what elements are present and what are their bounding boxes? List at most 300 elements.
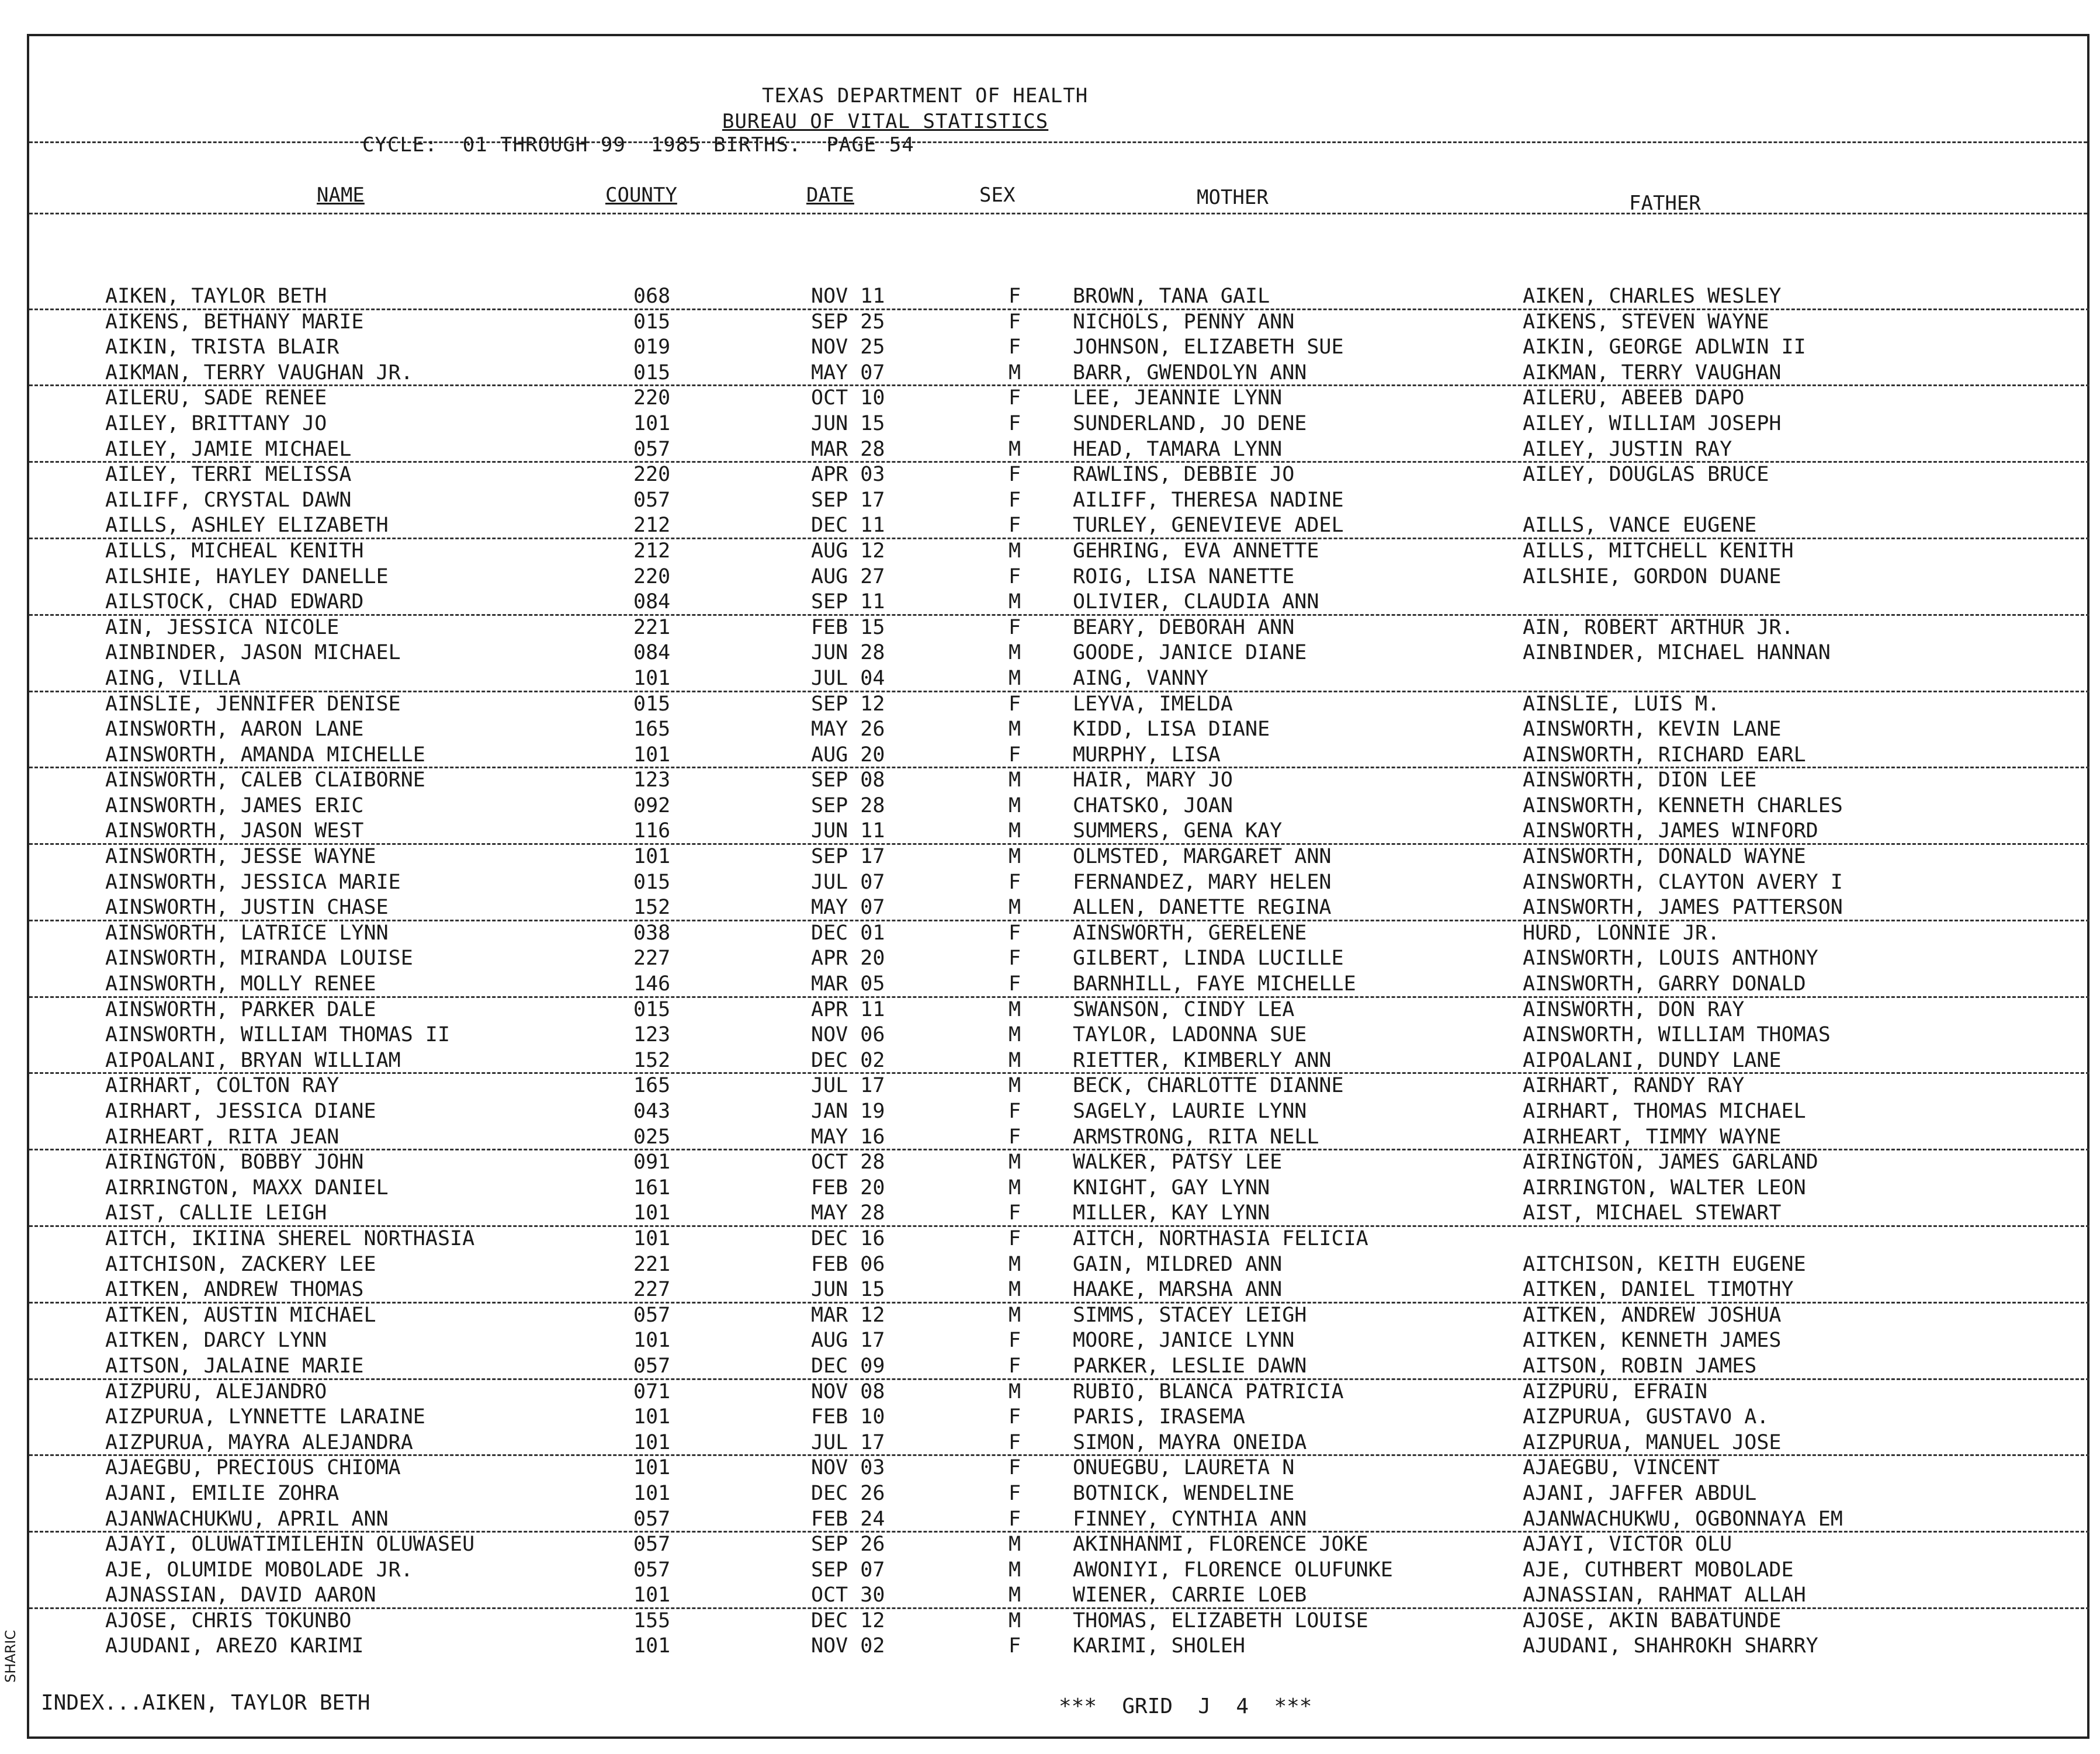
- column-header-mother-label: MOTHER: [1197, 186, 1269, 209]
- cell-father: AINSWORTH, KENNETH CHARLES: [1523, 793, 1843, 817]
- cell-sex: M: [1009, 539, 1021, 563]
- cell-date: FEB 10: [811, 1405, 885, 1429]
- cell-county: 101: [633, 1201, 671, 1225]
- table-row: [29, 1380, 2089, 1406]
- cell-sex: F: [1009, 463, 1021, 487]
- cell-sex: M: [1009, 896, 1021, 920]
- cell-father: AIKIN, GEORGE ADLWIN II: [1523, 335, 1806, 359]
- cell-sex: M: [1009, 845, 1021, 869]
- cell-mother: TAYLOR, LADONNA SUE: [1073, 1023, 1307, 1047]
- cell-county: 101: [633, 1405, 671, 1429]
- cell-date: DEC 02: [811, 1048, 885, 1072]
- table-row: [29, 819, 2089, 845]
- cell-county: 165: [633, 1074, 671, 1098]
- cell-date: OCT 10: [811, 386, 885, 410]
- cell-name: AJNASSIAN, DAVID AARON: [105, 1583, 376, 1607]
- table-row: [29, 1176, 2089, 1202]
- cell-mother: HAIR, MARY JO: [1073, 768, 1233, 792]
- cell-county: 019: [633, 335, 671, 359]
- cell-father: AIPOALANI, DUNDY LANE: [1523, 1048, 1782, 1072]
- table-row: [29, 1609, 2089, 1635]
- cell-father: AIRHART, RANDY RAY: [1523, 1074, 1745, 1098]
- cell-county: 101: [633, 1583, 671, 1607]
- cell-sex: M: [1009, 1252, 1021, 1276]
- cell-sex: F: [1009, 335, 1021, 359]
- table-row: [29, 285, 2089, 310]
- cell-father: AINSWORTH, KEVIN LANE: [1523, 717, 1782, 741]
- cell-sex: M: [1009, 793, 1021, 817]
- cell-date: AUG 12: [811, 539, 885, 563]
- cell-father: AJNASSIAN, RAHMAT ALLAH: [1523, 1583, 1806, 1607]
- column-header-date-label: DATE: [806, 183, 854, 207]
- cell-name: AILEY, JAMIE MICHAEL: [105, 437, 352, 461]
- cell-name: AILLS, ASHLEY ELIZABETH: [105, 514, 389, 538]
- cell-date: NOV 08: [811, 1379, 885, 1403]
- column-header-county: [605, 183, 677, 207]
- table-row: [29, 1558, 2089, 1584]
- cell-county: 084: [633, 641, 671, 665]
- cell-sex: F: [1009, 947, 1021, 970]
- cell-father: AIN, ROBERT ARTHUR JR.: [1523, 615, 1794, 639]
- cell-mother: AILIFF, THERESA NADINE: [1073, 488, 1344, 512]
- table-row: [29, 768, 2089, 794]
- cell-county: 101: [633, 1329, 671, 1353]
- cell-county: 057: [633, 1558, 671, 1582]
- cell-father: AIZPURU, EFRAIN: [1523, 1379, 1708, 1403]
- cell-father: AJE, CUTHBERT MOBOLADE: [1523, 1558, 1794, 1582]
- cell-name: AINBINDER, JASON MICHAEL: [105, 641, 401, 665]
- cell-date: APR 20: [811, 947, 885, 970]
- cell-mother: ROIG, LISA NANETTE: [1073, 564, 1295, 588]
- cell-sex: F: [1009, 921, 1021, 945]
- cell-name: AINSWORTH, JAMES ERIC: [105, 793, 364, 817]
- table-row: [29, 921, 2089, 947]
- cell-sex: F: [1009, 386, 1021, 410]
- cell-county: 123: [633, 768, 671, 792]
- table-row: [29, 590, 2089, 616]
- cell-date: NOV 06: [811, 1023, 885, 1047]
- table-row: [29, 616, 2089, 642]
- cell-sex: F: [1009, 1125, 1021, 1149]
- cell-father: HURD, LONNIE JR.: [1523, 921, 1720, 945]
- cell-county: 220: [633, 463, 671, 487]
- cell-father: AINSWORTH, CLAYTON AVERY I: [1523, 870, 1843, 894]
- cell-father: AINSWORTH, DON RAY: [1523, 997, 1745, 1021]
- table-row: [29, 1354, 2089, 1380]
- cell-father: AITCHISON, KEITH EUGENE: [1523, 1252, 1806, 1276]
- cell-mother: KARIMI, SHOLEH: [1073, 1634, 1246, 1658]
- cell-sex: F: [1009, 972, 1021, 996]
- cell-mother: WALKER, PATSY LEE: [1073, 1150, 1283, 1174]
- cell-date: MAR 28: [811, 437, 885, 461]
- cell-sex: F: [1009, 514, 1021, 538]
- report-frame: [27, 34, 2089, 1739]
- table-row: [29, 335, 2089, 361]
- cell-father: AILEY, JUSTIN RAY: [1523, 437, 1732, 461]
- cell-sex: F: [1009, 1481, 1021, 1505]
- cell-mother: TURLEY, GENEVIEVE ADEL: [1073, 514, 1344, 538]
- table-row: [29, 1049, 2089, 1074]
- cell-sex: F: [1009, 1201, 1021, 1225]
- cell-date: DEC 01: [811, 921, 885, 945]
- cell-father: AINSWORTH, RICHARD EARL: [1523, 743, 1806, 767]
- cell-father: AIKEN, CHARLES WESLEY: [1523, 285, 1782, 308]
- cell-mother: OLMSTED, MARGARET ANN: [1073, 845, 1332, 869]
- cell-name: AIKMAN, TERRY VAUGHAN JR.: [105, 360, 413, 384]
- cell-name: AINSWORTH, MOLLY RENEE: [105, 972, 376, 996]
- cell-name: AITCH, IKIINA SHEREL NORTHASIA: [105, 1226, 475, 1250]
- table-row: [29, 1482, 2089, 1507]
- cell-sex: F: [1009, 1405, 1021, 1429]
- cell-mother: BECK, CHARLOTTE DIANNE: [1073, 1074, 1344, 1098]
- cell-county: 084: [633, 590, 671, 614]
- cell-father: AILLS, VANCE EUGENE: [1523, 514, 1757, 538]
- cell-mother: GAIN, MILDRED ANN: [1073, 1252, 1283, 1276]
- cell-sex: F: [1009, 285, 1021, 308]
- cell-mother: BOTNICK, WENDELINE: [1073, 1481, 1295, 1505]
- cell-date: DEC 26: [811, 1481, 885, 1505]
- cell-mother: FINNEY, CYNTHIA ANN: [1073, 1507, 1307, 1531]
- cell-sex: M: [1009, 1048, 1021, 1072]
- cell-county: 221: [633, 1252, 671, 1276]
- cell-sex: M: [1009, 666, 1021, 690]
- column-header-father-label: FATHER: [1629, 192, 1701, 215]
- cell-date: MAY 26: [811, 717, 885, 741]
- table-row: [29, 1125, 2089, 1151]
- table-row: [29, 1507, 2089, 1533]
- cell-mother: OLIVIER, CLAUDIA ANN: [1073, 590, 1319, 614]
- cell-county: 123: [633, 1023, 671, 1047]
- cell-mother: RIETTER, KIMBERLY ANN: [1073, 1048, 1332, 1072]
- cell-date: JUN 15: [811, 411, 885, 435]
- cell-county: 227: [633, 947, 671, 970]
- cell-name: AINSWORTH, LATRICE LYNN: [105, 921, 389, 945]
- cell-name: AIRHART, JESSICA DIANE: [105, 1100, 376, 1123]
- column-header-name-label: NAME: [317, 183, 365, 207]
- table-row: [29, 539, 2089, 565]
- cell-father: AITKEN, DANIEL TIMOTHY: [1523, 1278, 1794, 1302]
- cell-date: OCT 30: [811, 1583, 885, 1607]
- cell-mother: AINSWORTH, GERELENE: [1073, 921, 1307, 945]
- cell-county: 057: [633, 1354, 671, 1378]
- cell-county: 152: [633, 896, 671, 920]
- cell-mother: CHATSKO, JOAN: [1073, 793, 1233, 817]
- cell-date: JUL 07: [811, 870, 885, 894]
- cell-county: 146: [633, 972, 671, 996]
- cell-name: AILEY, TERRI MELISSA: [105, 463, 352, 487]
- cell-father: AJAEGBU, VINCENT: [1523, 1456, 1720, 1480]
- cell-father: AJANWACHUKWU, OGBONNAYA EM: [1523, 1507, 1843, 1531]
- cell-name: AILERU, SADE RENEE: [105, 386, 327, 410]
- cell-date: FEB 15: [811, 615, 885, 639]
- table-row: [29, 514, 2089, 539]
- cell-county: 220: [633, 564, 671, 588]
- cell-name: AING, VILLA: [105, 666, 241, 690]
- cell-mother: HAAKE, MARSHA ANN: [1073, 1278, 1283, 1302]
- column-header-father: [1629, 192, 1701, 215]
- cell-sex: F: [1009, 1329, 1021, 1353]
- cell-date: APR 11: [811, 997, 885, 1021]
- cell-sex: M: [1009, 997, 1021, 1021]
- table-row: [29, 998, 2089, 1024]
- report-subtitle: BUREAU OF VITAL STATISTICS: [722, 110, 1049, 133]
- cell-date: SEP 12: [811, 692, 885, 716]
- cell-date: JUL 17: [811, 1430, 885, 1454]
- cell-county: 101: [633, 1226, 671, 1250]
- cell-date: MAY 16: [811, 1125, 885, 1149]
- cell-sex: F: [1009, 870, 1021, 894]
- table-row: [29, 1304, 2089, 1329]
- cell-sex: M: [1009, 1150, 1021, 1174]
- cell-name: AINSWORTH, AMANDA MICHELLE: [105, 743, 425, 767]
- cell-mother: SUNDERLAND, JO DENE: [1073, 411, 1307, 435]
- table-row: [29, 1023, 2089, 1049]
- cell-name: AINSWORTH, JUSTIN CHASE: [105, 896, 389, 920]
- cell-name: AINSWORTH, MIRANDA LOUISE: [105, 947, 413, 970]
- cell-sex: M: [1009, 1583, 1021, 1607]
- cell-father: AIRHART, THOMAS MICHAEL: [1523, 1100, 1806, 1123]
- cell-date: SEP 08: [811, 768, 885, 792]
- cell-county: 101: [633, 743, 671, 767]
- cell-father: AINSWORTH, WILLIAM THOMAS: [1523, 1023, 1831, 1047]
- cell-name: AITKEN, ANDREW THOMAS: [105, 1278, 364, 1302]
- cell-father: AINSWORTH, DONALD WAYNE: [1523, 845, 1806, 869]
- cell-mother: SIMMS, STACEY LEIGH: [1073, 1303, 1307, 1327]
- cycle-line: CYCLE: 01 THROUGH 99 1985 BIRTHS. PAGE 54: [362, 133, 914, 157]
- cell-date: AUG 27: [811, 564, 885, 588]
- cell-sex: M: [1009, 590, 1021, 614]
- table-row: [29, 1329, 2089, 1354]
- cell-mother: AKINHANMI, FLORENCE JOKE: [1073, 1533, 1368, 1557]
- column-header-mother: [1197, 186, 1269, 209]
- cell-sex: F: [1009, 615, 1021, 639]
- cell-name: AIRHEART, RITA JEAN: [105, 1125, 339, 1149]
- cell-father: AJAYI, VICTOR OLU: [1523, 1533, 1732, 1557]
- side-label: SHARIC: [2, 1630, 19, 1683]
- cell-sex: M: [1009, 1609, 1021, 1632]
- cell-county: 091: [633, 1150, 671, 1174]
- cell-date: FEB 20: [811, 1176, 885, 1200]
- cell-name: AIKEN, TAYLOR BETH: [105, 285, 327, 308]
- cell-date: NOV 11: [811, 285, 885, 308]
- table-row: [29, 386, 2089, 412]
- table-row: [29, 743, 2089, 769]
- cell-sex: F: [1009, 1100, 1021, 1123]
- cell-mother: SAGELY, LAURIE LYNN: [1073, 1100, 1307, 1123]
- cell-mother: BARNHILL, FAYE MICHELLE: [1073, 972, 1356, 996]
- cell-name: AIRHART, COLTON RAY: [105, 1074, 339, 1098]
- cell-county: 161: [633, 1176, 671, 1200]
- cell-name: AINSWORTH, WILLIAM THOMAS II: [105, 1023, 451, 1047]
- cell-mother: JOHNSON, ELIZABETH SUE: [1073, 335, 1344, 359]
- cell-sex: F: [1009, 1354, 1021, 1378]
- cell-mother: RAWLINS, DEBBIE JO: [1073, 463, 1295, 487]
- cell-sex: M: [1009, 1303, 1021, 1327]
- cell-name: AILSHIE, HAYLEY DANELLE: [105, 564, 389, 588]
- cell-sex: M: [1009, 1278, 1021, 1302]
- cell-county: 057: [633, 488, 671, 512]
- cell-date: JUN 11: [811, 819, 885, 843]
- cell-date: JAN 19: [811, 1100, 885, 1123]
- cell-date: MAR 05: [811, 972, 885, 996]
- cell-date: SEP 07: [811, 1558, 885, 1582]
- cell-mother: MILLER, KAY LYNN: [1073, 1201, 1270, 1225]
- cell-date: APR 03: [811, 463, 885, 487]
- table-row: [29, 794, 2089, 820]
- cell-name: AJANWACHUKWU, APRIL ANN: [105, 1507, 389, 1531]
- cell-mother: PARKER, LESLIE DAWN: [1073, 1354, 1307, 1378]
- cell-date: SEP 25: [811, 310, 885, 334]
- cell-mother: LEYVA, IMELDA: [1073, 692, 1233, 716]
- cell-date: SEP 28: [811, 793, 885, 817]
- column-header-name: [317, 183, 365, 207]
- cell-county: 043: [633, 1100, 671, 1123]
- table-row: [29, 972, 2089, 998]
- cell-father: AILEY, WILLIAM JOSEPH: [1523, 411, 1782, 435]
- cell-county: 057: [633, 437, 671, 461]
- cell-sex: M: [1009, 717, 1021, 741]
- cell-mother: AWONIYI, FLORENCE OLUFUNKE: [1073, 1558, 1393, 1582]
- cell-date: DEC 16: [811, 1226, 885, 1250]
- cell-sex: F: [1009, 692, 1021, 716]
- header-divider-top: [29, 141, 2087, 143]
- table-row: [29, 1431, 2089, 1457]
- cell-father: AILSHIE, GORDON DUANE: [1523, 564, 1782, 588]
- cell-date: MAY 28: [811, 1201, 885, 1225]
- cell-date: OCT 28: [811, 1150, 885, 1174]
- cell-father: AINSWORTH, JAMES PATTERSON: [1523, 896, 1843, 920]
- cell-name: AINSWORTH, JESSICA MARIE: [105, 870, 401, 894]
- cell-mother: RUBIO, BLANCA PATRICIA: [1073, 1379, 1344, 1403]
- cell-father: AIRRINGTON, WALTER LEON: [1523, 1176, 1806, 1200]
- table-row: [29, 641, 2089, 667]
- cell-county: 101: [633, 1481, 671, 1505]
- cell-father: AINBINDER, MICHAEL HANNAN: [1523, 641, 1831, 665]
- cell-county: 227: [633, 1278, 671, 1302]
- cell-name: AJAYI, OLUWATIMILEHIN OLUWASEU: [105, 1533, 475, 1557]
- cell-father: AIST, MICHAEL STEWART: [1523, 1201, 1782, 1225]
- cell-mother: ONUEGBU, LAURETA N: [1073, 1456, 1295, 1480]
- cell-county: 038: [633, 921, 671, 945]
- cell-father: AINSLIE, LUIS M.: [1523, 692, 1720, 716]
- table-row: [29, 1583, 2089, 1609]
- cell-mother: KIDD, LISA DIANE: [1073, 717, 1270, 741]
- cell-father: AJANI, JAFFER ABDUL: [1523, 1481, 1757, 1505]
- cell-father: AILLS, MITCHELL KENITH: [1523, 539, 1794, 563]
- cell-date: NOV 02: [811, 1634, 885, 1658]
- cell-sex: M: [1009, 1023, 1021, 1047]
- table-row: [29, 488, 2089, 514]
- cell-mother: SWANSON, CINDY LEA: [1073, 997, 1295, 1021]
- cell-sex: M: [1009, 819, 1021, 843]
- cell-father: AILERU, ABEEB DAPO: [1523, 386, 1745, 410]
- cell-county: 015: [633, 870, 671, 894]
- cell-father: AIKMAN, TERRY VAUGHAN: [1523, 360, 1782, 384]
- cell-date: NOV 25: [811, 335, 885, 359]
- cell-sex: F: [1009, 1456, 1021, 1480]
- cell-sex: F: [1009, 1507, 1021, 1531]
- cell-date: AUG 20: [811, 743, 885, 767]
- cell-mother: NICHOLS, PENNY ANN: [1073, 310, 1295, 334]
- cell-name: AIZPURUA, MAYRA ALEJANDRA: [105, 1430, 413, 1454]
- cell-sex: F: [1009, 564, 1021, 588]
- cell-name: AINSWORTH, AARON LANE: [105, 717, 364, 741]
- cell-mother: SUMMERS, GENA KAY: [1073, 819, 1283, 843]
- column-header-sex-label: SEX: [979, 183, 1016, 207]
- table-row: [29, 871, 2089, 896]
- cell-name: AIRRINGTON, MAXX DANIEL: [105, 1176, 389, 1200]
- cell-county: 220: [633, 386, 671, 410]
- table-row: [29, 947, 2089, 972]
- cell-name: AILLS, MICHEAL KENITH: [105, 539, 364, 563]
- cell-county: 101: [633, 411, 671, 435]
- table-row: [29, 1533, 2089, 1558]
- cell-sex: M: [1009, 360, 1021, 384]
- cell-county: 212: [633, 539, 671, 563]
- cell-name: AIN, JESSICA NICOLE: [105, 615, 339, 639]
- cell-mother: ARMSTRONG, RITA NELL: [1073, 1125, 1319, 1149]
- cell-sex: M: [1009, 437, 1021, 461]
- cell-county: 116: [633, 819, 671, 843]
- cell-date: SEP 17: [811, 488, 885, 512]
- cell-county: 101: [633, 1430, 671, 1454]
- cell-mother: LEE, JEANNIE LYNN: [1073, 386, 1283, 410]
- cell-father: AIZPURUA, GUSTAVO A.: [1523, 1405, 1769, 1429]
- cell-sex: M: [1009, 1533, 1021, 1557]
- cell-name: AIZPURU, ALEJANDRO: [105, 1379, 327, 1403]
- cell-date: AUG 17: [811, 1329, 885, 1353]
- table-row: [29, 1150, 2089, 1176]
- cell-name: AJAEGBU, PRECIOUS CHIOMA: [105, 1456, 401, 1480]
- cell-name: AIPOALANI, BRYAN WILLIAM: [105, 1048, 401, 1072]
- cell-name: AIKIN, TRISTA BLAIR: [105, 335, 339, 359]
- cell-date: FEB 06: [811, 1252, 885, 1276]
- cell-name: AIZPURUA, LYNNETTE LARAINE: [105, 1405, 425, 1429]
- cell-mother: SIMON, MAYRA ONEIDA: [1073, 1430, 1307, 1454]
- cell-county: 165: [633, 717, 671, 741]
- cell-county: 025: [633, 1125, 671, 1149]
- cell-mother: KNIGHT, GAY LYNN: [1073, 1176, 1270, 1200]
- cell-mother: BARR, GWENDOLYN ANN: [1073, 360, 1307, 384]
- cell-sex: F: [1009, 310, 1021, 334]
- cell-date: FEB 24: [811, 1507, 885, 1531]
- cell-name: AINSWORTH, CALEB CLAIBORNE: [105, 768, 425, 792]
- table-row: [29, 1227, 2089, 1253]
- cell-sex: F: [1009, 743, 1021, 767]
- cell-date: JUL 04: [811, 666, 885, 690]
- cell-name: AITSON, JALAINE MARIE: [105, 1354, 364, 1378]
- cell-mother: AITCH, NORTHASIA FELICIA: [1073, 1226, 1368, 1250]
- cell-county: 221: [633, 615, 671, 639]
- cell-mother: AING, VANNY: [1073, 666, 1208, 690]
- table-row: [29, 667, 2089, 692]
- cell-sex: F: [1009, 411, 1021, 435]
- column-header-sex: [979, 183, 1015, 207]
- header-divider-bottom: [29, 213, 2087, 214]
- cell-sex: M: [1009, 1558, 1021, 1582]
- cell-name: AJE, OLUMIDE MOBOLADE JR.: [105, 1558, 413, 1582]
- cell-county: 101: [633, 845, 671, 869]
- cell-name: AIRINGTON, BOBBY JOHN: [105, 1150, 364, 1174]
- cell-mother: MURPHY, LISA: [1073, 743, 1221, 767]
- cell-date: MAR 12: [811, 1303, 885, 1327]
- table-row: [29, 1074, 2089, 1100]
- cell-sex: F: [1009, 488, 1021, 512]
- cell-father: AITKEN, KENNETH JAMES: [1523, 1329, 1782, 1353]
- table-row: [29, 1634, 2089, 1660]
- table-row: [29, 896, 2089, 921]
- cell-name: AINSWORTH, JESSE WAYNE: [105, 845, 376, 869]
